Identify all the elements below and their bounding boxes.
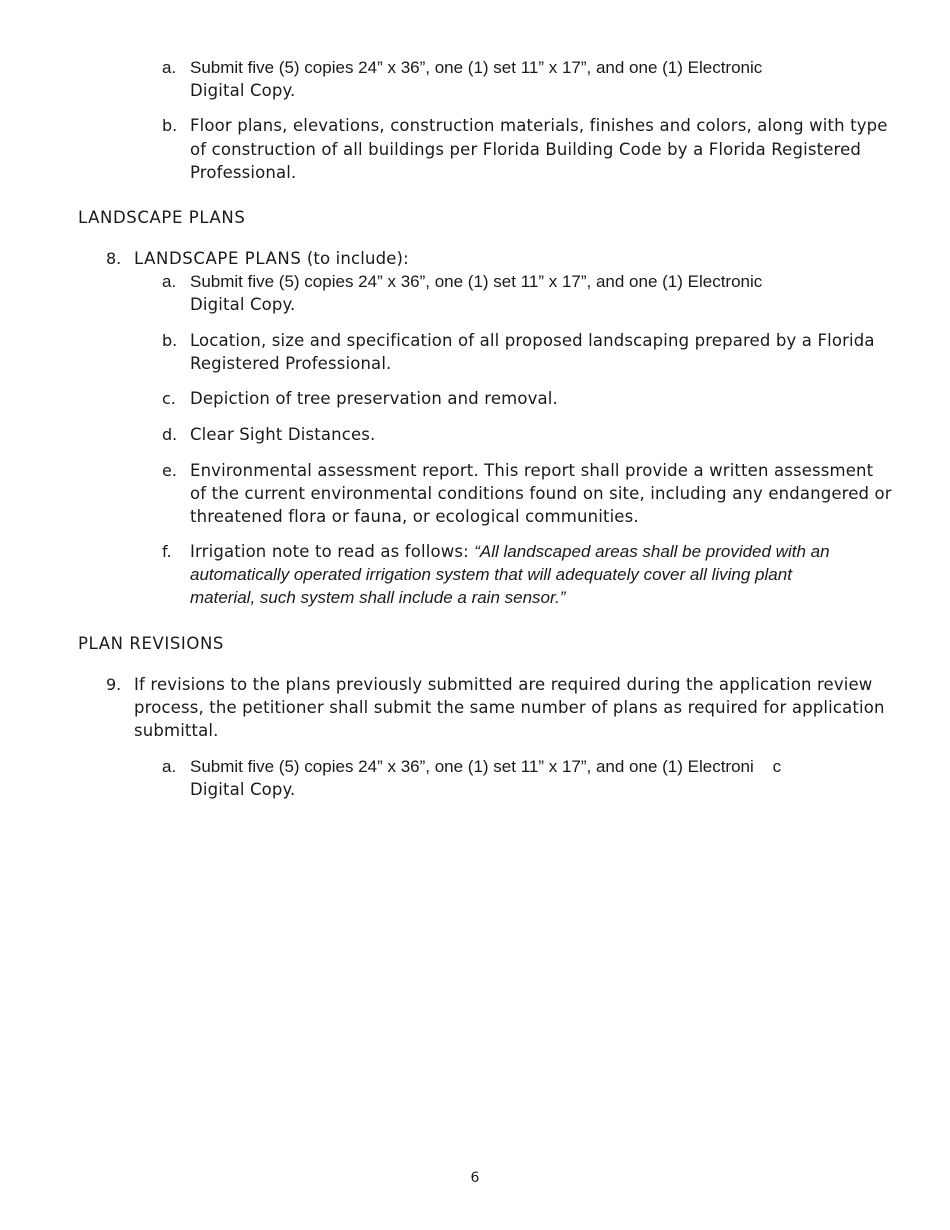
list-item-text: Irrigation note to read as follows: “All landscaped areas shall be provided with an bbox=[190, 542, 830, 561]
list-marker: a. bbox=[162, 272, 177, 291]
list-item-text: Registered Professional. bbox=[190, 354, 392, 373]
list-item-text: Digital Copy. bbox=[190, 780, 296, 799]
list-marker: e. bbox=[162, 461, 177, 480]
section-heading: LANDSCAPE PLANS bbox=[78, 208, 246, 227]
section-heading: PLAN REVISIONS bbox=[78, 634, 224, 653]
list-marker: b. bbox=[162, 331, 178, 350]
item-title: LANDSCAPE PLANS (to include): bbox=[134, 249, 409, 268]
list-item-text: Location, size and specification of all proposed landscaping prepared by a Florida bbox=[190, 331, 875, 350]
list-marker: b. bbox=[162, 116, 178, 135]
paragraph-text: If revisions to the plans previously submitted are required during the application review bbox=[134, 675, 873, 694]
list-marker: d. bbox=[162, 425, 178, 444]
list-item-text: Floor plans, elevations, construction materials, finishes and colors, along with type bbox=[190, 116, 888, 135]
page-number: 6 bbox=[470, 1170, 480, 1186]
list-marker: a. bbox=[162, 58, 177, 77]
list-marker: c. bbox=[162, 389, 176, 408]
list-item-text: threatened flora or fauna, or ecological communities. bbox=[190, 507, 639, 526]
list-item-text: Depiction of tree preservation and removal. bbox=[190, 389, 558, 408]
list-number: 8. bbox=[106, 249, 122, 268]
list-marker: a. bbox=[162, 757, 177, 776]
list-item-text: material, such system shall include a rain sensor.” bbox=[190, 588, 566, 607]
paragraph-text: submittal. bbox=[134, 721, 219, 740]
list-item-text: of construction of all buildings per Florida Building Code by a Florida Registered bbox=[190, 140, 861, 159]
list-item-text: Submit five (5) copies 24” x 36”, one (1) set 11” x 17”, and one (1) Electronic bbox=[190, 58, 763, 77]
list-item-text: Submit five (5) copies 24” x 36”, one (1) set 11” x 17”, and one (1) Electronic bbox=[190, 272, 763, 291]
list-item-text: Professional. bbox=[190, 163, 297, 182]
irrigation-quote: “All landscaped areas shall be provided with an bbox=[474, 542, 830, 561]
list-item-text: Environmental assessment report. This report shall provide a written assessment bbox=[190, 461, 874, 480]
list-item-text: of the current environmental conditions found on site, including any endangered or bbox=[190, 484, 892, 503]
list-item-text: automatically operated irrigation system that will adequately cover all living plant bbox=[190, 565, 792, 584]
paragraph-text: process, the petitioner shall submit the same number of plans as required for application bbox=[134, 698, 885, 717]
list-item-text: Digital Copy. bbox=[190, 295, 296, 314]
list-item-text: Clear Sight Distances. bbox=[190, 425, 376, 444]
list-number: 9. bbox=[106, 675, 122, 694]
list-item-text: Digital Copy. bbox=[190, 81, 296, 100]
list-item-text: Submit five (5) copies 24” x 36”, one (1) set 11” x 17”, and one (1) Electroni c bbox=[190, 757, 782, 776]
list-marker: f. bbox=[162, 542, 172, 561]
